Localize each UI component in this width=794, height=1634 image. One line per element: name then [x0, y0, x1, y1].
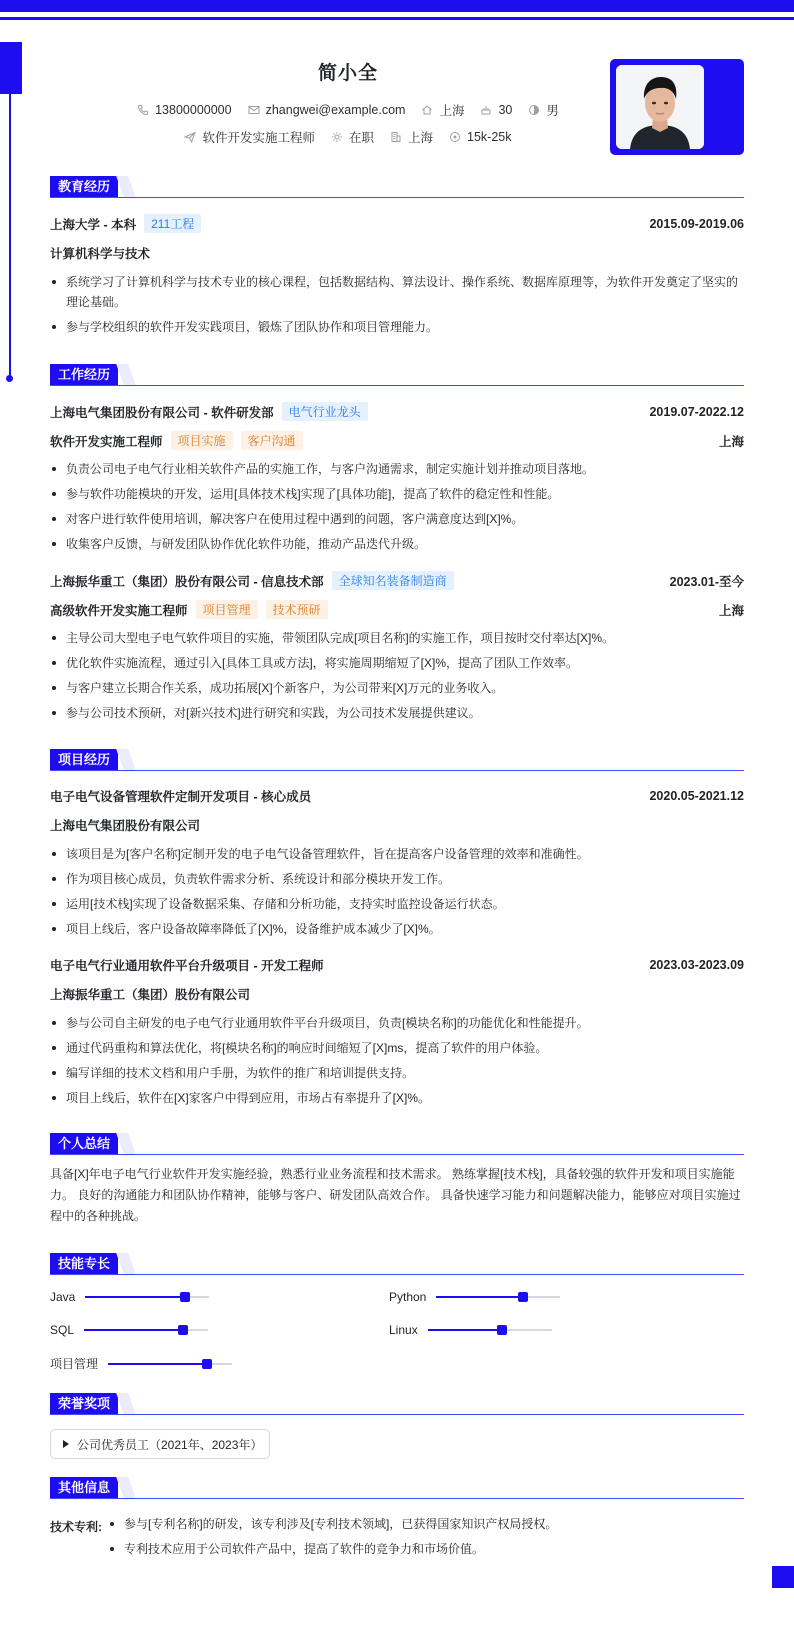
section-divider	[50, 1274, 744, 1275]
skill-name: Python	[389, 1290, 427, 1304]
role-item	[184, 128, 315, 146]
patent-bullets	[108, 1514, 744, 1564]
list-item: 该项目是为[客户名称]定制开发的电子电气设备管理软件，旨在提高客户设备管理的效率和准确性。	[50, 844, 744, 864]
skill-bar	[436, 1296, 560, 1298]
candidate-name: 简小全	[317, 63, 378, 84]
gender-item	[528, 101, 559, 119]
school-tag: 211工程	[144, 214, 201, 233]
major: 计算机科学与技术	[50, 247, 151, 261]
phone-icon	[137, 104, 149, 116]
section-tab-decoration	[116, 1477, 136, 1498]
section-title-skills: 技能专长	[50, 1253, 118, 1274]
left-rail-line	[9, 94, 11, 378]
list-item: 通过代码重构和算法优化，将[模块名称]的响应时间缩短了[X]ms，提高了软件的用户体验。	[50, 1038, 744, 1058]
skill-project-management	[50, 1355, 232, 1372]
section-divider	[50, 385, 744, 386]
expand-triangle-icon	[63, 1440, 69, 1448]
skill-bar-fill	[84, 1329, 183, 1331]
age-item	[480, 103, 512, 117]
skill-bar-knob	[180, 1292, 190, 1302]
target-city-text: 上海	[408, 131, 434, 145]
skill-bar	[108, 1363, 232, 1365]
project-2-bullets	[50, 1013, 744, 1113]
coin-icon	[449, 131, 461, 143]
work-role: 软件开发实施工程师	[50, 434, 163, 449]
skill-bar-knob	[202, 1359, 212, 1369]
role-tag: 项目管理	[196, 600, 258, 619]
work-company: 上海电气集团股份有限公司 - 软件研发部	[50, 405, 274, 420]
skill-bar-fill	[85, 1296, 184, 1298]
patent-label: 技术专利:	[50, 1520, 102, 1534]
work-2-role-row	[50, 600, 744, 619]
skill-bar-knob	[497, 1325, 507, 1335]
list-item: 负责公司电子电气行业相关软件产品的实施工作，与客户沟通需求，制定实施计划并推动项目落地。	[50, 459, 744, 479]
top-accent-bar	[0, 0, 794, 12]
status-item	[331, 128, 374, 146]
project-period: 2023.03-2023.09	[649, 958, 744, 972]
contact-row	[50, 101, 646, 119]
work-1-role-row	[50, 431, 744, 450]
summary-text: 具备[X]年电子电气行业软件开发实施经验，熟悉行业业务流程和技术需求。 熟练掌握[技术栈]，具备较强的软件开发和项目实施能力。 良好的沟通能力和团队协作精神，能够与客户、研发团队高效合作。 具备快速学习能力和问题解决能力，能够应对项目实施过程中的各种挑战。	[50, 1167, 741, 1223]
education-header	[50, 214, 744, 233]
section-summary	[50, 1133, 744, 1155]
section-divider	[50, 1414, 744, 1415]
work-1-header	[50, 402, 744, 421]
cake-icon	[480, 104, 492, 116]
work-role: 高级软件开发实施工程师	[50, 603, 188, 618]
project-2-header	[50, 956, 744, 974]
project-org: 上海振华重工（集团）股份有限公司	[50, 988, 251, 1002]
city-item	[421, 101, 464, 119]
section-title-projects: 项目经历	[50, 749, 118, 770]
city-text: 上海	[439, 104, 465, 118]
skill-bar-fill	[108, 1363, 207, 1365]
skill-java	[50, 1290, 209, 1304]
role-text: 软件开发实施工程师	[202, 131, 315, 145]
list-item: 对客户进行软件使用培训，解决客户在使用过程中遇到的问题，客户满意度达到[X]%。	[50, 509, 744, 529]
section-title-work: 工作经历	[50, 364, 118, 385]
section-tab-decoration	[116, 1393, 136, 1414]
avatar	[616, 65, 704, 149]
list-item: 编写详细的技术文档和用户手册，为软件的推广和培训提供支持。	[50, 1063, 744, 1083]
section-projects	[50, 749, 744, 771]
award-text: 公司优秀员工（2021年、2023年）	[77, 1437, 263, 1452]
age-text: 30	[498, 103, 513, 117]
phone-item	[137, 103, 231, 117]
list-item: 主导公司大型电子电气软件项目的实施，带领团队完成[项目名称]的实施工作，项目按时交付率达[X]%。	[50, 628, 744, 648]
list-item: 优化软件实施流程，通过引入[具体工具或方法]，将实施周期缩短了[X]%，提高了团队工作效率。	[50, 653, 744, 673]
project-org: 上海电气集团股份有限公司	[50, 819, 201, 833]
work-period: 2023.01-至今	[669, 574, 744, 589]
list-item: 运用[技术栈]实现了设备数据采集、存储和分析功能，支持实时监控设备运行状态。	[50, 894, 744, 914]
work-company: 上海振华重工（集团）股份有限公司 - 信息技术部	[50, 574, 324, 589]
list-item: 参与软件功能模块的开发，运用[具体技术栈]实现了[具体功能]，提高了软件的稳定性和性能。	[50, 484, 744, 504]
project-period: 2020.05-2021.12	[649, 789, 744, 803]
project-title: 电子电气行业通用软件平台升级项目 - 开发工程师	[50, 959, 324, 973]
list-item: 项目上线后，软件在[X]家客户中得到应用，市场占有率提升了[X]%。	[50, 1088, 744, 1108]
email-text: zhangwei@example.com	[265, 103, 406, 117]
skill-name: Java	[50, 1290, 76, 1304]
status-text: 在职	[349, 131, 375, 145]
mail-icon	[248, 104, 260, 116]
skill-python	[389, 1290, 560, 1304]
phone-text: 13800000000	[155, 103, 232, 117]
project-1-org-row	[50, 816, 744, 834]
section-title-awards: 荣誉奖项	[50, 1393, 118, 1414]
skill-name: Linux	[389, 1323, 418, 1337]
list-item: 参与公司自主研发的电子电气行业通用软件平台升级项目，负责[模块名称]的功能优化和性能提升。	[50, 1013, 744, 1033]
section-education	[50, 176, 744, 198]
salary-text: 15k-25k	[467, 130, 512, 144]
role-tag: 客户沟通	[241, 431, 303, 450]
section-divider	[50, 1498, 744, 1499]
salary-item	[449, 130, 511, 144]
send-icon	[184, 131, 196, 143]
section-tab-decoration	[116, 749, 136, 770]
email-item	[248, 103, 406, 117]
section-divider	[50, 197, 744, 198]
award-item[interactable]	[50, 1429, 270, 1459]
project-title: 电子电气设备管理软件定制开发项目 - 核心成员	[50, 790, 312, 804]
section-other	[50, 1477, 744, 1499]
section-title-other: 其他信息	[50, 1477, 118, 1498]
project-1-bullets	[50, 844, 744, 944]
home-icon	[421, 104, 433, 116]
section-skills	[50, 1253, 744, 1275]
skill-bar-fill	[428, 1329, 502, 1331]
avatar-portrait-icon	[616, 65, 704, 149]
list-item: 参与学校组织的软件开发实践项目，锻炼了团队协作和项目管理能力。	[50, 317, 744, 337]
project-2-org-row	[50, 985, 744, 1003]
section-divider	[50, 1154, 744, 1155]
work-1-bullets	[50, 459, 744, 559]
skill-bar-knob	[178, 1325, 188, 1335]
gear-icon	[331, 131, 343, 143]
list-item: 参与[专利名称]的研发，该专利涉及[专利技术领域]，已获得国家知识产权局授权。	[108, 1514, 744, 1534]
work-2-bullets	[50, 628, 744, 728]
gender-text: 男	[546, 104, 559, 118]
list-item: 专利技术应用于公司软件产品中，提高了软件的竞争力和市场价值。	[108, 1539, 744, 1559]
left-rail-dot	[6, 375, 13, 382]
school-name: 上海大学 - 本科	[50, 217, 137, 232]
gender-icon	[528, 104, 540, 116]
skill-bar-fill	[436, 1296, 523, 1298]
top-accent-line	[0, 17, 794, 20]
avatar-frame	[610, 59, 744, 155]
section-tab-decoration	[116, 1133, 136, 1154]
company-tag: 全球知名装备制造商	[332, 571, 454, 590]
building-icon	[390, 131, 402, 143]
role-tag: 技术预研	[266, 600, 328, 619]
intent-row	[50, 128, 646, 146]
skill-linux	[389, 1323, 552, 1337]
list-item: 与客户建立长期合作关系，成功拓展[X]个新客户，为公司带来[X]万元的业务收入。	[50, 678, 744, 698]
section-tab-decoration	[116, 1253, 136, 1274]
skill-sql	[50, 1323, 208, 1337]
target-city-item	[390, 128, 433, 146]
section-title-education: 教育经历	[50, 176, 118, 197]
section-work	[50, 364, 744, 386]
work-period: 2019.07-2022.12	[649, 404, 744, 419]
skill-bar-knob	[518, 1292, 528, 1302]
project-1-header	[50, 787, 744, 805]
section-awards	[50, 1393, 744, 1415]
list-item: 参与公司技术预研，对[新兴技术]进行研究和实践，为公司技术发展提供建议。	[50, 703, 744, 723]
left-rail-block	[0, 42, 22, 94]
company-tag: 电气行业龙头	[282, 402, 368, 421]
list-item: 收集客户反馈，与研发团队协作优化软件功能，推动产品迭代升级。	[50, 534, 744, 554]
education-major-row	[50, 244, 744, 262]
skill-name: 项目管理	[50, 1357, 99, 1371]
section-tab-decoration	[116, 364, 136, 385]
skill-name: SQL	[50, 1323, 75, 1337]
skill-bar	[84, 1329, 208, 1331]
work-2-header	[50, 571, 744, 590]
list-item: 作为项目核心成员，负责软件需求分析、系统设计和部分模块开发工作。	[50, 869, 744, 889]
education-period: 2015.09-2019.06	[649, 216, 744, 231]
right-corner-square	[772, 1566, 794, 1588]
list-item: 项目上线后，客户设备故障率降低了[X]%，设备维护成本减少了[X]%。	[50, 919, 744, 939]
section-divider	[50, 770, 744, 771]
skill-bar	[428, 1329, 552, 1331]
list-item: 系统学习了计算机科学与技术专业的核心课程，包括数据结构、算法设计、操作系统、数据库原理等，为软件开发奠定了坚实的理论基础。	[50, 272, 744, 312]
education-bullets	[50, 272, 744, 342]
section-tab-decoration	[116, 176, 136, 197]
skill-bar	[85, 1296, 209, 1298]
work-location: 上海	[718, 603, 744, 618]
work-location: 上海	[718, 434, 744, 449]
section-title-summary: 个人总结	[50, 1133, 118, 1154]
role-tag: 项目实施	[171, 431, 233, 450]
